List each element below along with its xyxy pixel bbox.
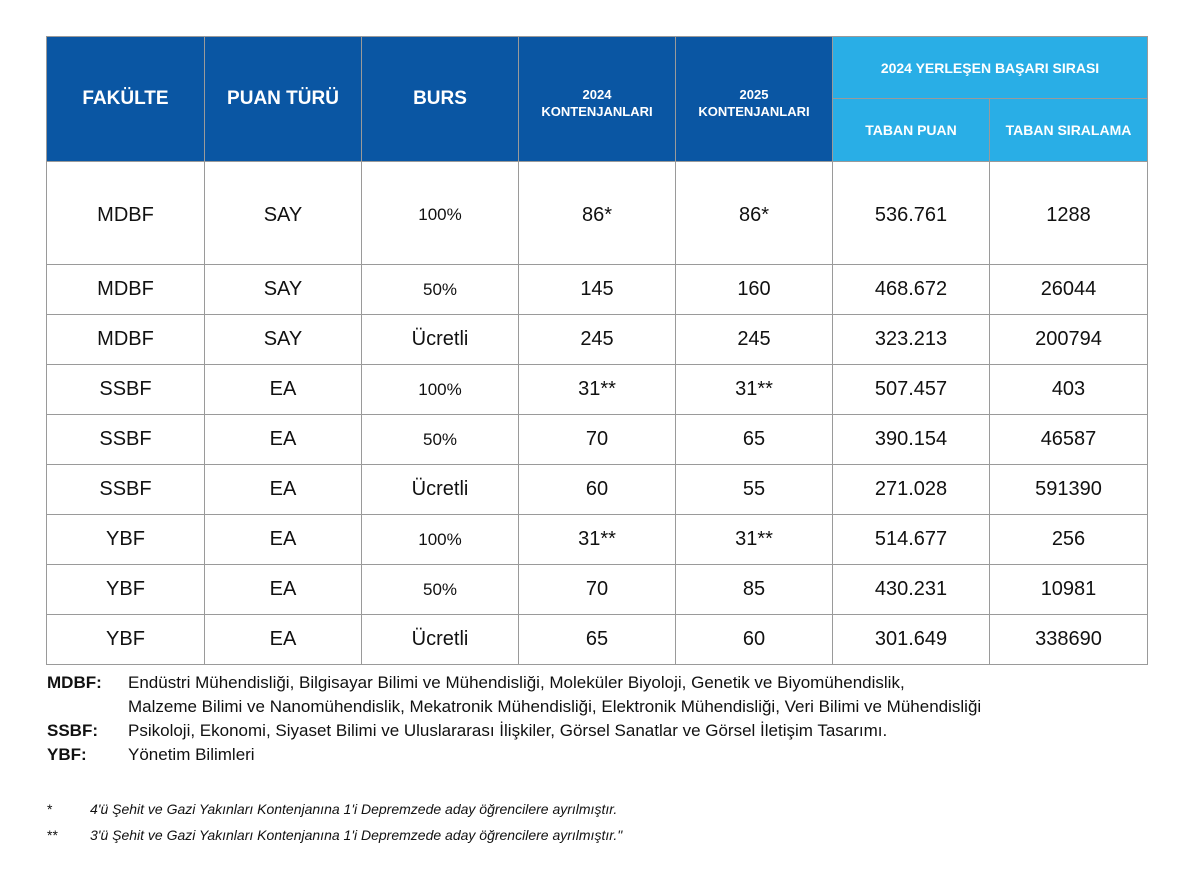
table-row	[47, 315, 1148, 365]
header-puan-turu: PUAN TÜRÜ	[205, 37, 362, 162]
cell-burs: 50%	[362, 565, 519, 615]
cell-fakulte: SSBF	[47, 465, 205, 515]
cell-kontenjan-2024: 145	[519, 265, 676, 315]
cell-kontenjan-2024: 70	[519, 415, 676, 465]
cell-taban-puan: 468.672	[833, 265, 990, 315]
cell-burs: 50%	[362, 415, 519, 465]
cell-kontenjan-2024: 65	[519, 615, 676, 665]
cell-kontenjan-2024: 70	[519, 565, 676, 615]
cell-burs: Ücretli	[362, 315, 519, 365]
header-kontenjan-2025: 2025 KONTENJANLARI	[676, 37, 833, 162]
cell-taban-siralama: 10981	[990, 565, 1148, 615]
cell-taban-puan: 514.677	[833, 515, 990, 565]
cell-kontenjan-2025: 86*	[676, 162, 833, 265]
cell-kontenjan-2024: 31**	[519, 365, 676, 415]
footnotes	[47, 796, 622, 848]
cell-taban-siralama: 26044	[990, 265, 1148, 315]
table-row	[47, 265, 1148, 315]
cell-taban-siralama: 403	[990, 365, 1148, 415]
cell-burs: 100%	[362, 515, 519, 565]
cell-burs: 100%	[362, 162, 519, 265]
legend-desc: Yönetim Bilimleri	[128, 745, 255, 764]
cell-fakulte: SSBF	[47, 365, 205, 415]
header-taban-siralama: TABAN SIRALAMA	[990, 99, 1148, 162]
cell-kontenjan-2024: 31**	[519, 515, 676, 565]
legend-item-ssbf	[47, 719, 1157, 743]
header-burs: BURS	[362, 37, 519, 162]
quota-table	[46, 36, 1148, 665]
cell-puan-turu: SAY	[205, 162, 362, 265]
cell-taban-puan: 430.231	[833, 565, 990, 615]
cell-puan-turu: SAY	[205, 315, 362, 365]
table-row	[47, 365, 1148, 415]
legend-desc: Endüstri Mühendisliği, Bilgisayar Bilimi ve Mühendisliği, Moleküler Biyoloji, Genetik ve Biyomühendislik, Malzeme Bilimi ve Nanomühendislik, Mekatronik Mühendisliği, Elektronik Mühendisliği, Veri Bilimi ve Mühendisliği	[128, 673, 982, 716]
cell-burs: 50%	[362, 265, 519, 315]
cell-kontenjan-2025: 60	[676, 615, 833, 665]
cell-fakulte: SSBF	[47, 415, 205, 465]
footnote-text: 3'ü Şehit ve Gazi Yakınları Kontenjanına 1'i Depremzede aday öğrencilere ayrılmıştır."	[90, 827, 623, 843]
cell-taban-siralama: 256	[990, 515, 1148, 565]
faculty-legend	[47, 671, 1157, 767]
cell-burs: 100%	[362, 365, 519, 415]
cell-taban-siralama: 338690	[990, 615, 1148, 665]
cell-fakulte: YBF	[47, 565, 205, 615]
header-taban-puan: TABAN PUAN	[833, 99, 990, 162]
cell-taban-puan: 507.457	[833, 365, 990, 415]
footnote-mark: **	[47, 827, 58, 843]
cell-fakulte: MDBF	[47, 265, 205, 315]
cell-fakulte: MDBF	[47, 162, 205, 265]
cell-kontenjan-2025: 65	[676, 415, 833, 465]
header-kontenjan-2024: 2024 KONTENJANLARI	[519, 37, 676, 162]
legend-key: SSBF:	[47, 721, 98, 740]
legend-item-mdbf	[47, 671, 1157, 719]
cell-kontenjan-2025: 245	[676, 315, 833, 365]
footnote-mark: *	[47, 801, 53, 817]
cell-taban-puan: 390.154	[833, 415, 990, 465]
cell-kontenjan-2025: 85	[676, 565, 833, 615]
cell-fakulte: MDBF	[47, 315, 205, 365]
cell-taban-siralama: 46587	[990, 415, 1148, 465]
cell-puan-turu: SAY	[205, 265, 362, 315]
legend-item-ybf	[47, 743, 1157, 767]
footnote-text: 4'ü Şehit ve Gazi Yakınları Kontenjanına 1'i Depremzede aday öğrencilere ayrılmıştır.	[90, 801, 618, 817]
legend-desc: Psikoloji, Ekonomi, Siyaset Bilimi ve Uluslararası İlişkiler, Görsel Sanatlar ve Görsel İletişim Tasarımı.	[128, 721, 888, 740]
footnote-single-star	[47, 796, 622, 822]
cell-taban-puan: 323.213	[833, 315, 990, 365]
cell-kontenjan-2024: 245	[519, 315, 676, 365]
cell-puan-turu: EA	[205, 365, 362, 415]
table-row	[47, 162, 1148, 265]
header-group-basari-sirasi: 2024 YERLEŞEN BAŞARI SIRASI	[833, 37, 1148, 99]
legend-key: YBF:	[47, 745, 87, 764]
legend-key: MDBF:	[47, 673, 102, 692]
cell-taban-puan: 536.761	[833, 162, 990, 265]
table-row	[47, 465, 1148, 515]
table-row	[47, 615, 1148, 665]
cell-puan-turu: EA	[205, 565, 362, 615]
cell-kontenjan-2025: 31**	[676, 515, 833, 565]
table-row	[47, 515, 1148, 565]
cell-kontenjan-2024: 60	[519, 465, 676, 515]
footnote-double-star	[47, 822, 622, 848]
cell-burs: Ücretli	[362, 465, 519, 515]
cell-burs: Ücretli	[362, 615, 519, 665]
cell-kontenjan-2024: 86*	[519, 162, 676, 265]
table-body	[47, 162, 1148, 665]
cell-fakulte: YBF	[47, 615, 205, 665]
cell-puan-turu: EA	[205, 415, 362, 465]
cell-kontenjan-2025: 160	[676, 265, 833, 315]
cell-taban-siralama: 200794	[990, 315, 1148, 365]
table-row	[47, 565, 1148, 615]
cell-taban-siralama: 591390	[990, 465, 1148, 515]
cell-taban-siralama: 1288	[990, 162, 1148, 265]
cell-kontenjan-2025: 31**	[676, 365, 833, 415]
cell-taban-puan: 301.649	[833, 615, 990, 665]
cell-kontenjan-2025: 55	[676, 465, 833, 515]
cell-fakulte: YBF	[47, 515, 205, 565]
cell-puan-turu: EA	[205, 615, 362, 665]
header-fakulte: FAKÜLTE	[47, 37, 205, 162]
cell-puan-turu: EA	[205, 515, 362, 565]
cell-taban-puan: 271.028	[833, 465, 990, 515]
table-row	[47, 415, 1148, 465]
cell-puan-turu: EA	[205, 465, 362, 515]
